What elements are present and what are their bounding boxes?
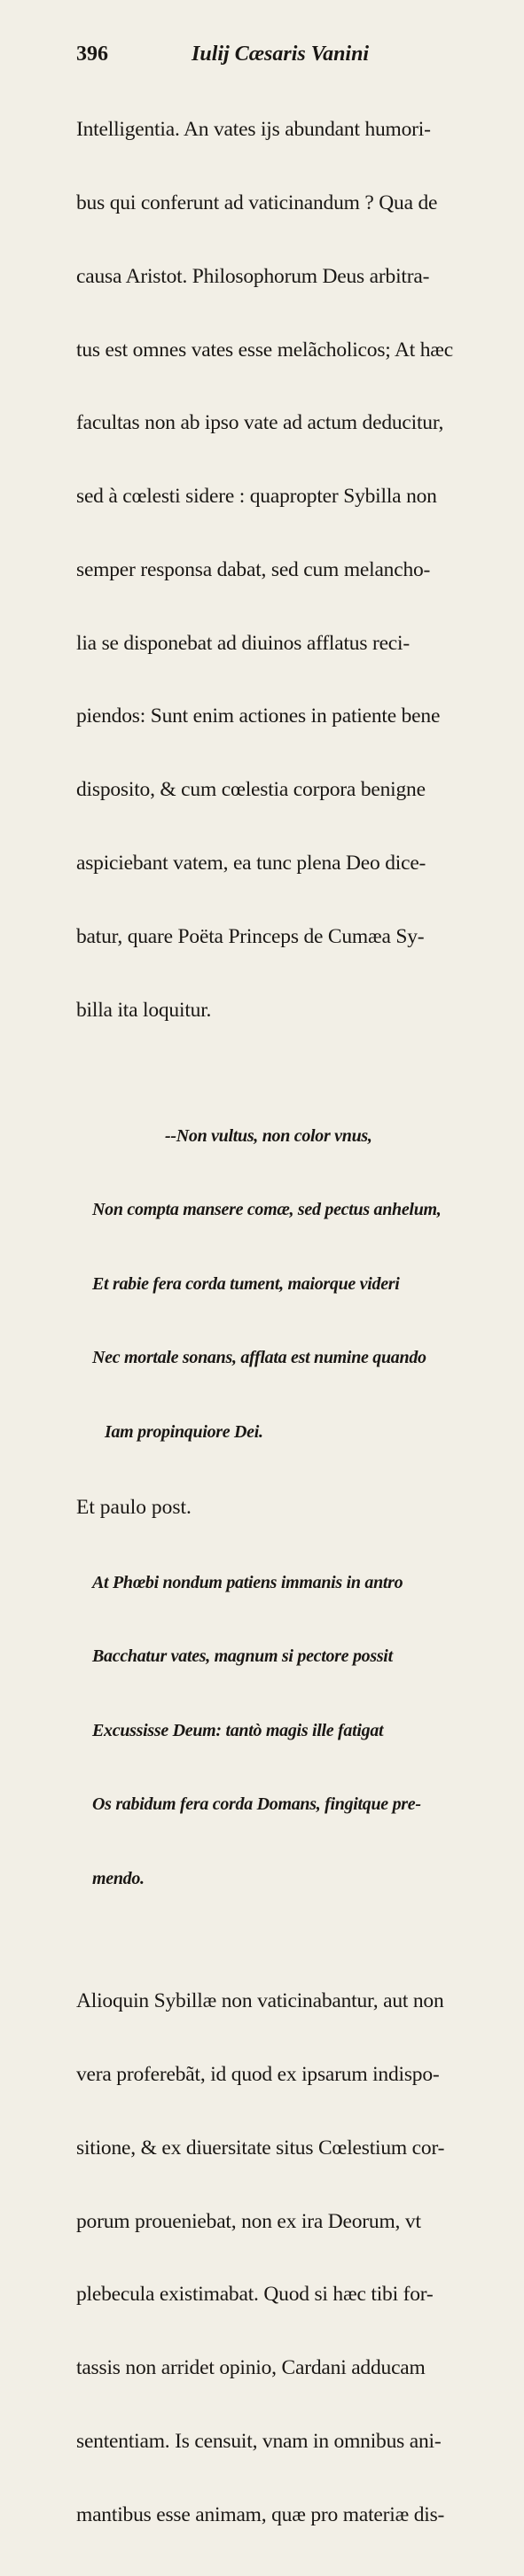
verse-quotation-2	[92, 1521, 489, 1941]
text-line: plebecula existimabat. Quod si hæc tibi for-	[76, 2283, 434, 2307]
text-line: piendos: Sunt enim actiones in patiente bene	[76, 704, 441, 728]
text-line: porum proueniebat, non ex ira Deorum, vt	[76, 2209, 421, 2233]
text-line: mantibus esse animam, quæ pro materiæ dis-	[76, 2502, 445, 2526]
paragraph-2	[76, 1941, 489, 2576]
running-head: Iulij Cæsaris Vanini	[192, 43, 370, 66]
page-header	[76, 39, 489, 69]
text-line: semper responsa dabat, sed cum melancho-	[76, 557, 431, 581]
verse-line: Et rabie fera corda tument, maiorque videri	[92, 1273, 400, 1294]
text-line: tus est omnes vates esse melãcholicos; At hæc	[76, 338, 454, 362]
verse-quotation-1	[92, 1075, 489, 1494]
verse-line: Bacchatur vates, magnum si pectore possit	[92, 1646, 393, 1667]
paragraph-1	[76, 69, 489, 1071]
text-line: sententiam. Is censuit, vnam in omnibus ani-	[76, 2429, 442, 2453]
verse-line: At Phœbi nondum patiens immanis in antro	[92, 1573, 403, 1593]
verse-line: Excussisse Deum: tantò magis ille fatigat	[92, 1720, 384, 1740]
text-line: disposito, & cum cœlestia corpora benigne	[76, 778, 426, 802]
text-line: lia se disponebat ad diuinos afflatus reci-	[76, 631, 410, 655]
transition-text: Et paulo post.	[76, 1495, 192, 1519]
verse-line: Nec mortale sonans, afflata est numine quando	[92, 1348, 426, 1368]
text-line: vera proferebãt, id quod ex ipsarum indispo-	[76, 2063, 440, 2086]
text-line: aspiciebant vatem, ea tunc plena Deo dice-	[76, 852, 426, 875]
verse-line: Non compta mansere comæ, sed pectus anhelum,	[92, 1200, 442, 1220]
text-line: facultas non ab ipso vate ad actum deducitur,	[76, 411, 444, 435]
text-line: tassis non arridet opinio, Cardani adducam	[76, 2356, 426, 2380]
verse-line: Os rabidum fera corda Domans, fingitque pre-	[92, 1794, 421, 1815]
verse-line	[92, 1420, 489, 1445]
text-line: causa Aristot. Philosophorum Deus arbitra-	[76, 264, 430, 288]
text-line: sed à cœlesti sidere : quapropter Sybilla non	[76, 485, 437, 509]
text-line: bus qui conferunt ad vaticinandum ? Qua de	[76, 191, 438, 214]
verse-text: --Non vultus, non color vnus,	[165, 1125, 372, 1146]
verse-line	[92, 1125, 489, 1149]
verse-text: Iam propinquiore Dei.	[105, 1421, 263, 1442]
page-number: 396	[76, 43, 108, 66]
text-line: sitione, & ex diuersitate situs Cœlestium cor-	[76, 2136, 445, 2160]
text-line: batur, quare Poëta Princeps de Cumæa Sy-	[76, 924, 425, 948]
text-line: billa ita loquitur.	[76, 998, 212, 1022]
text-line: Intelligentia. An vates ijs abundant humori-	[76, 118, 431, 142]
text-line: Alioquin Sybillæ non vaticinabantur, aut non	[76, 1989, 444, 2013]
verse-line: mendo.	[92, 1868, 145, 1888]
